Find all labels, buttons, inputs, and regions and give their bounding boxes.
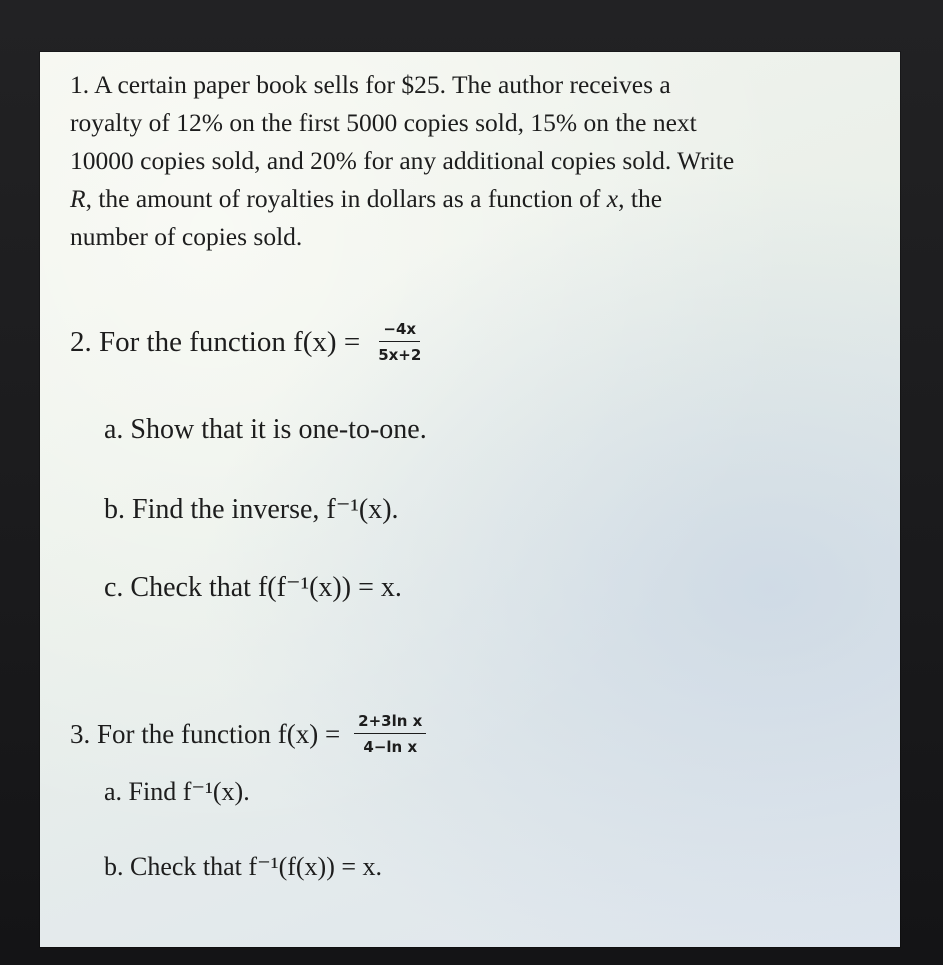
problem-1-line-4-text-a: , the amount of royalties in dollars as a function of [85,184,607,213]
problem-2-stem [70,320,425,364]
problem-1-line-1: 1. A certain paper book sells for $25. The author receives a [70,70,671,99]
problem-3-numerator: 2+3ln x [354,712,426,734]
problem-1 [70,66,895,256]
problem-2-stem-text: 2. For the function f(x) = [70,325,361,358]
worksheet-page [40,52,900,947]
problem-1-line-4-text-b: , the [618,184,663,213]
problem-1-line-3: 10000 copies sold, and 20% for any additional copies sold. Write [70,146,735,175]
problem-3-stem [70,712,426,756]
problem-2-part-c: c. Check that f(f⁻¹(x)) = x. [104,572,402,603]
problem-1-line-4 [70,180,895,218]
variable-r: R [70,184,86,213]
problem-2-part-b: b. Find the inverse, f⁻¹(x). [104,494,399,525]
problem-3-fraction [354,712,426,756]
problem-2-denominator: 5x+2 [378,346,422,364]
problem-3-part-b: b. Check that f⁻¹(f(x)) = x. [104,852,383,881]
variable-x: x [606,184,619,213]
problem-2-part-a: a. Show that it is one-to-one. [104,414,427,445]
problem-1-line-2: royalty of 12% on the first 5000 copies sold, 15% on the next [70,108,697,137]
problem-1-line-5: number of copies sold. [70,222,303,251]
problem-3-denominator: 4−ln x [363,738,418,756]
problem-2-numerator: −4x [379,320,420,342]
problem-2-fraction [374,320,425,364]
problem-3-stem-text: 3. For the function f(x) = [70,718,341,749]
problem-3-part-a: a. Find f⁻¹(x). [104,777,250,806]
